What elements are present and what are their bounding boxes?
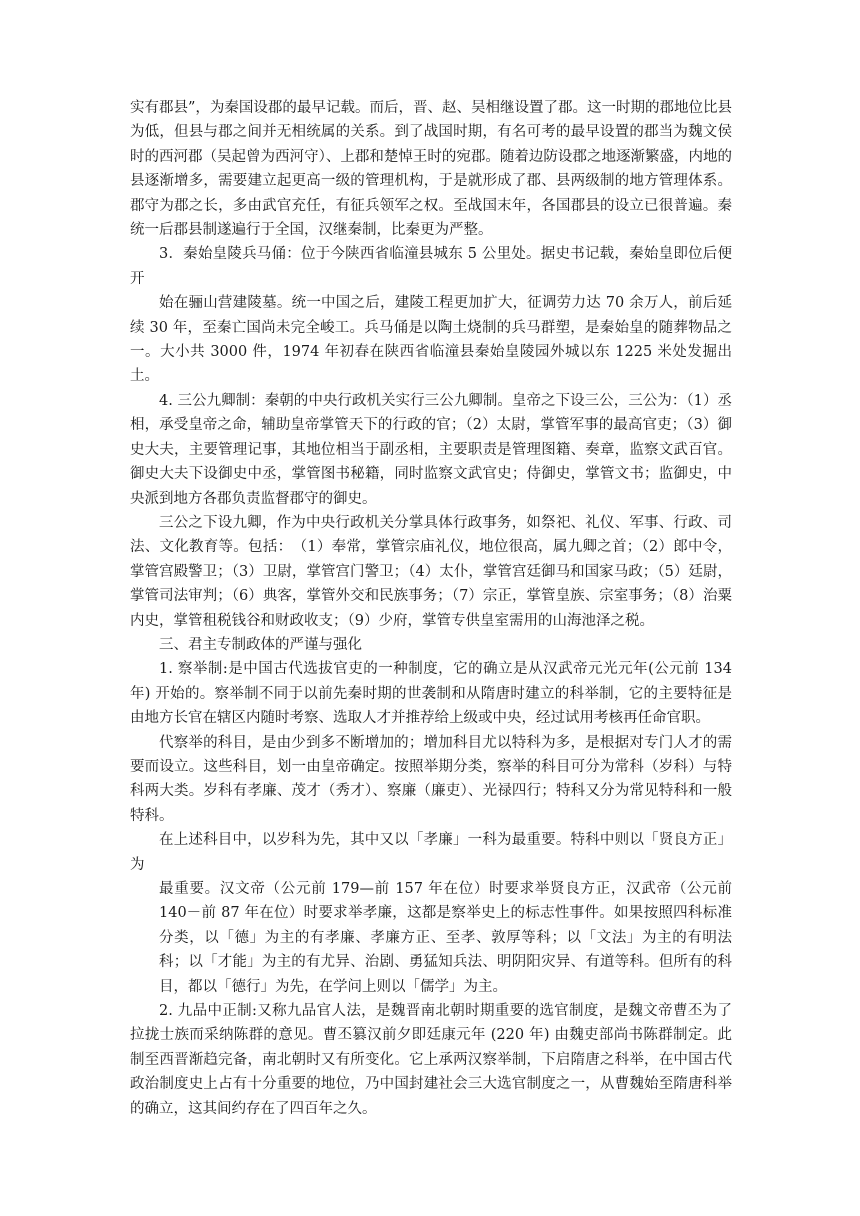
paragraph-three-lords: 4. 三公九卿制：秦朝的中央行政机关实行三公九卿制。皇帝之下设三公，三公为：（1）丞相，承受皇帝之命，辅助皇帝掌管天下的行政的官；（2）太尉，掌管军事的最高官吏；（3）御史大夫，主要管理记事，其地位相当于副丞相，主要职责是管理图籍、奏章，监察文武百官。御史大夫下设御史中丞，掌管图书秘籍，同时监察文武官史；侍御史，掌管文书；监御史，中央派到地方各郡负责监督郡守的御史。 <box>130 392 732 507</box>
section-heading: 三、君主专制政体的严谨与强化 <box>159 636 362 653</box>
paragraph-terracotta-detail: 始在骊山营建陵墓。统一中国之后，建陵工程更加扩大，征调劳力达 70 余万人，前后延续 30 年，至秦亡国尚未完全峻工。兵马俑是以陶土烧制的兵马群塑，是秦始皇的随葬物品之一。大小共 3000 件，1974 年初春在陕西省临潼县秦始皇陵园外城以东 1225 米处发掘出土。 <box>130 295 732 385</box>
paragraph-recommendation-subjects: 代察举的科目，是由少到多不断增加的；增加科目尤以特科为多，是根据对专门人才的需要而设立。这些科目，划一由皇帝确定。按照举期分类，察举的科目可分为常科（岁科）与特科两大类。岁科有孝廉、茂才（秀才）、察廉（廉吏）、光禄四行；特科又分为常见特科和一般特科。 <box>130 734 732 824</box>
paragraph-nine-rank-system: 2. 九品中正制:又称九品官人法，是魏晋南北朝时期重要的选官制度，是魏文帝曹丕为了拉拢士族而采纳陈群的意见。曹丕篡汉前夕即廷康元年 (220 年) 由魏吏部尚书陈群制定。此制至西晋渐趋完备，南北朝时又有所变化。它上承两汉察举制，下启隋唐之科举，在中国古代政治制度史上占有十分重要的地位，乃中国封建社会三大选官制度之一，从曹魏始至隋唐科举的确立，这其间约存在了四百年之久。 <box>130 1003 732 1117</box>
paragraph-prefecture-history: 实有郡县”，为秦国设郡的最早记载。而后，晋、赵、吴相继设置了郡。这一时期的郡地位比县为低，但县与郡之间并无相统属的关系。到了战国时期，有名可考的最早设置的郡当为魏文侯时的西河郡（吴起曾为西河守）、上郡和楚悼王时的宛郡。随着边防设郡之地逐渐繁盛，内地的县逐渐增多，需要建立起更高一级的管理机构，于是就形成了郡、县两级制的地方管理体系。郡守为郡之长，多由武官充任，有征兵领军之权。至战国末年，各国郡县的设立已很普遍。秦统一后郡县制遂遍行于全国，汉继秦制，比秦更为严整。 <box>130 100 732 239</box>
paragraph-subject-priority: 在上述科目中，以岁科为先，其中又以「孝廉」一科为最重要。特科中则以「贤良方正」为 <box>130 832 732 873</box>
paragraph-subject-priority-continued: 最重要。汉文帝（公元前 179—前 157 年在位）时要求举贤良方正，汉武帝（公元前 140－前 87 年在位）时要求举孝廉，这都是察举史上的标志性事件。如果按照四科标准分类，以「德」为主的有孝廉、孝廉方正、至孝、敦厚等科；以「文法」为主的有明法科；以「才能」为主的有尤异、治剧、勇猛知兵法、明阴阳灾异、有道等科。但所有的科目，都以「德行」为先，在学问上则以「儒学」为主。 <box>159 881 732 995</box>
document-page <box>130 96 732 1121</box>
paragraph-recommendation-system: 1. 察举制:是中国古代选拔官吏的一种制度，它的确立是从汉武帝元光元年(公元前 134 年) 开始的。察举制不同于以前先秦时期的世袭制和从隋唐时建立的科举制，它的主要特征是由地方长官在辖区内随时考察、选取人才并推荐给上级或中央，经过试用考核再任命官职。 <box>130 661 732 727</box>
paragraph-terracotta-intro: 3．秦始皇陵兵马俑：位于今陕西省临潼县城东 5 公里处。据史书记载，秦始皇即位后便开 <box>130 246 732 287</box>
paragraph-nine-ministers: 三公之下设九卿，作为中央行政机关分掌具体行政事务，如祭祀、礼仪、军事、行政、司法、文化教育等。包括： （1）奉常，掌管宗庙礼仪，地位很高，属九卿之首；（2）郎中令，掌管宫殿警卫；（3）卫尉，掌管宫门警卫；（4）太仆，掌管宫廷御马和国家马政；（5）廷尉，掌管司法审判；（6）典客，掌管外交和民族事务；（7）宗正，掌管皇族、宗室事务；（8）治粟内史，掌管租税钱谷和财政收支；（9）少府，掌管专供皇室需用的山海池泽之税。 <box>130 514 732 629</box>
